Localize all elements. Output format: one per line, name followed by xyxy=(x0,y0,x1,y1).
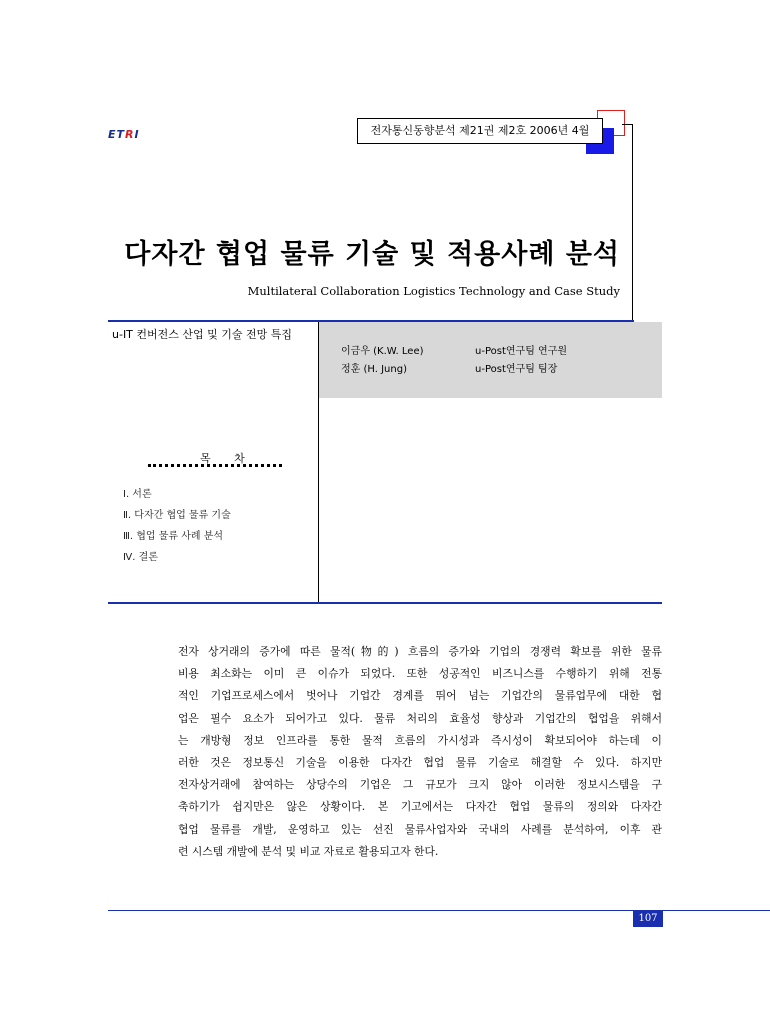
author-name: 정훈 (H. Jung) xyxy=(341,364,407,375)
author-role: u-Post연구팀 연구원 xyxy=(475,346,568,357)
author-roles xyxy=(475,343,567,379)
author-names xyxy=(341,343,424,379)
etri-logo: ETRI xyxy=(108,128,140,141)
special-issue-label: u-IT 컨버전스 산업 및 기술 전망 특집 xyxy=(112,328,293,341)
toc-title: 목 차 xyxy=(200,452,255,465)
abstract-line: 비용 최소화는 이미 큰 이슈가 되었다. 또한 성공적인 비즈니스를 수행하기 위해 전통 xyxy=(178,667,662,681)
journal-citation: 전자통신동향분석 제21권 제2호 2006년 4월 xyxy=(357,118,603,144)
abstract-line: 전자 상거래의 증가에 따른 물적(物的) 흐름의 증가와 기업의 경쟁력 확보를 위한 물류 xyxy=(178,645,662,658)
article-title: 다자간 협업 물류 기술 및 적용사례 분석 xyxy=(124,239,620,270)
divider xyxy=(108,602,662,604)
author-role: u-Post연구팀 팀장 xyxy=(475,364,558,375)
frame-line xyxy=(632,124,633,320)
author-name: 이금우 (K.W. Lee) xyxy=(341,346,424,357)
abstract-line: 련 시스템 개발에 분석 및 비교 자료로 활용되고자 한다. xyxy=(178,844,439,858)
footer-rule xyxy=(108,910,770,911)
toc-item[interactable]: Ⅱ. 다자간 협업 물류 기술 xyxy=(123,510,231,521)
table-of-contents xyxy=(123,484,231,568)
abstract-line: 적인 기업프로세스에서 벗어나 기업간 경계를 뛰어 넘는 기업간의 물류업무에 대한 협 xyxy=(178,689,662,703)
toc-item[interactable]: Ⅰ. 서론 xyxy=(123,489,152,500)
abstract-paragraph xyxy=(178,641,662,863)
abstract-line: 러한 것은 정보통신 기술을 이용한 다자간 협업 물류 기술로 해결할 수 있다. 하지만 xyxy=(178,756,662,770)
toc-item[interactable]: Ⅲ. 협업 물류 사례 분석 xyxy=(123,531,224,542)
article-subtitle: Multilateral Collaboration Logistics Technology and Case Study xyxy=(247,284,620,298)
abstract-line: 는 개방형 정보 인프라를 통한 물적 흐름의 가시성과 즉시성이 확보되어야 하는데 이 xyxy=(178,733,662,747)
abstract-line: 협업 물류를 개발, 운영하고 있는 선진 물류사업자와 국내의 사례를 분석하여, 이후 관 xyxy=(178,822,662,836)
toc-item[interactable]: Ⅳ. 결론 xyxy=(123,552,158,563)
toc-dotted-rule xyxy=(148,464,282,467)
abstract-line: 업은 필수 요소가 되어가고 있다. 물류 처리의 효율성 향상과 기업간의 협업을 위해서 xyxy=(178,711,662,725)
abstract-line: 전자상거래에 참여하는 상당수의 기업은 그 규모가 크지 않아 이러한 정보시스템을 구 xyxy=(178,778,662,792)
page-number: 107 xyxy=(633,911,663,927)
abstract-line: 축하기가 쉽지만은 않은 상황이다. 본 기고에서는 다자간 협업 물류의 정의와 다자간 xyxy=(178,800,662,814)
column-divider xyxy=(318,322,319,604)
